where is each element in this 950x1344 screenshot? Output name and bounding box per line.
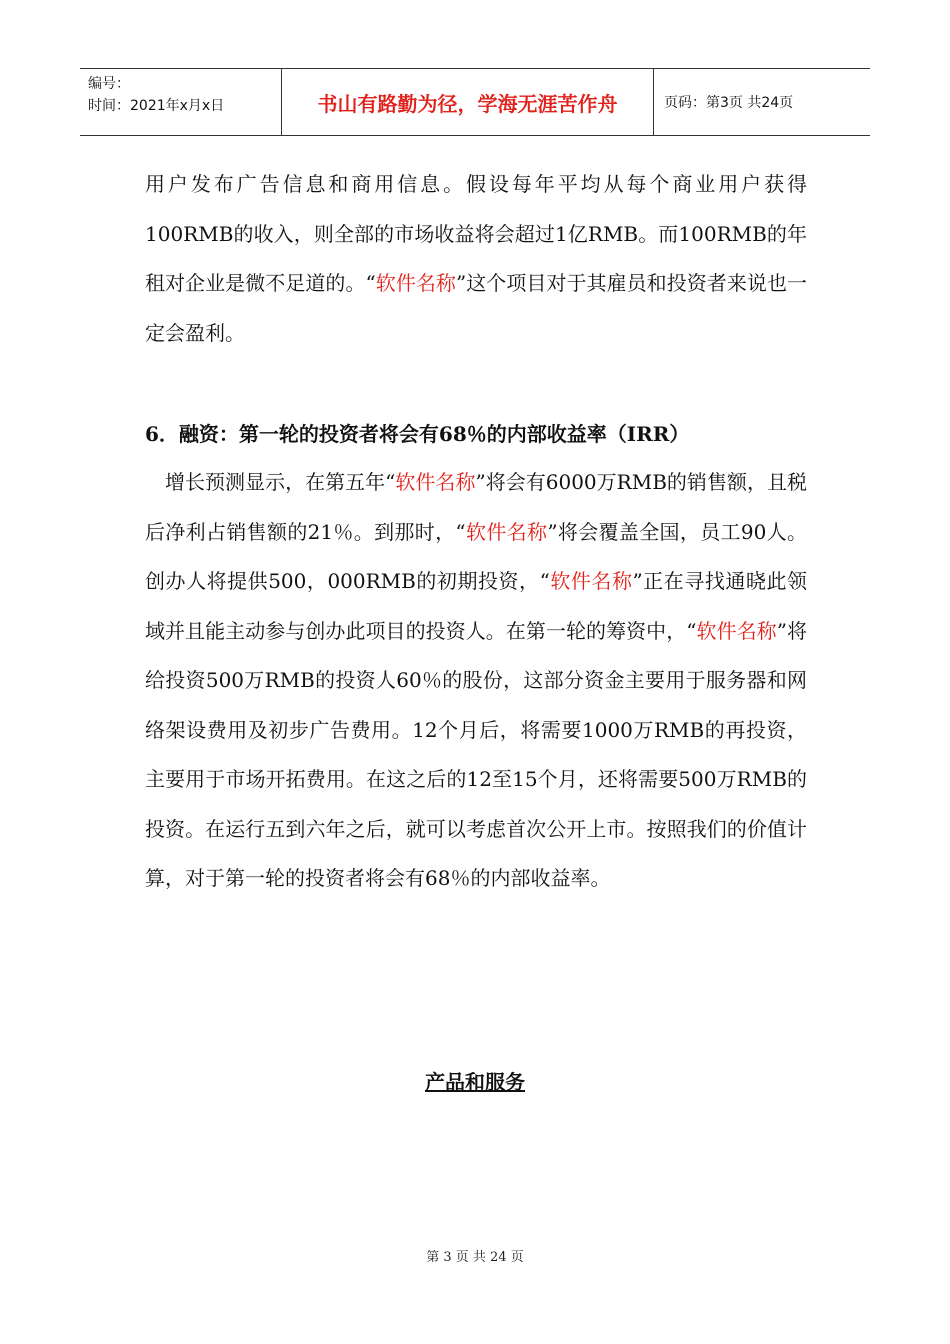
text-run: ”将给投资500万RMB的投资人60％的股份，这部分资金主要用于服务器和网络架设费用及初步广告费用。12个月后，将需要1000万RMB的再投资，主要用于市场开拓费用。在这之后的12至15个月，还将需要500万RMB的投资。在运行五到六年之后，就可以考虑首次公开上市。按照我们的价值计算，对于第一轮的投资者将会有68％的内部收益率。 (145, 618, 807, 890)
header-table (80, 68, 870, 136)
text-run: ”这个项目对于其雇员和投资者来说也一定会盈利。 (145, 271, 807, 345)
software-name-highlight: 软件名称 (696, 618, 777, 643)
text-run: ”将会覆盖全国，员工90人。创办人将提供500，000RMB的初期投资，“ (145, 519, 807, 593)
document-number-label: 编号： (88, 76, 130, 92)
paragraph-text (145, 160, 807, 358)
section-heading-financing: 6．融资：第一轮的投资者将会有68％的内部收益率（IRR） (145, 422, 690, 446)
software-name-highlight: 软件名称 (549, 569, 633, 593)
paragraph-financing (145, 458, 807, 904)
software-name-highlight: 软件名称 (465, 519, 548, 544)
header-page-label: 页码：第3页 共24页 (664, 95, 794, 111)
paragraph-revenue (145, 160, 807, 358)
header-left-cell (80, 69, 282, 135)
software-name-highlight: 软件名称 (375, 271, 456, 295)
text-run: ”正在寻找通晓此领域并且能主动参与创办此项目的投资人。在第一轮的筹资中，“ (145, 569, 807, 643)
paragraph-text (145, 458, 807, 904)
text-run: ”将会有6000万RMB的销售额，且税后净利占销售额的21％。到那时，“ (145, 470, 808, 544)
section-title-products: 产品和服务 (425, 1070, 525, 1094)
software-name-highlight: 软件名称 (395, 470, 476, 494)
header-motto: 书山有路勤为径，学海无涯苦作舟 (282, 69, 654, 135)
page-footer: 第 3 页 共 24 页 (426, 1250, 524, 1265)
document-time-label: 时间：2021年x月x日 (88, 98, 225, 114)
text-run: 增长预测显示，在第五年“ (145, 470, 396, 494)
text-run: 用户发布广告信息和商用信息。假设每年平均从每个商业用户获得100RMB的收入，则全部的市场收益将会超过1亿RMB。而100RMB的年租对企业是微不足道的。“ (145, 172, 807, 295)
